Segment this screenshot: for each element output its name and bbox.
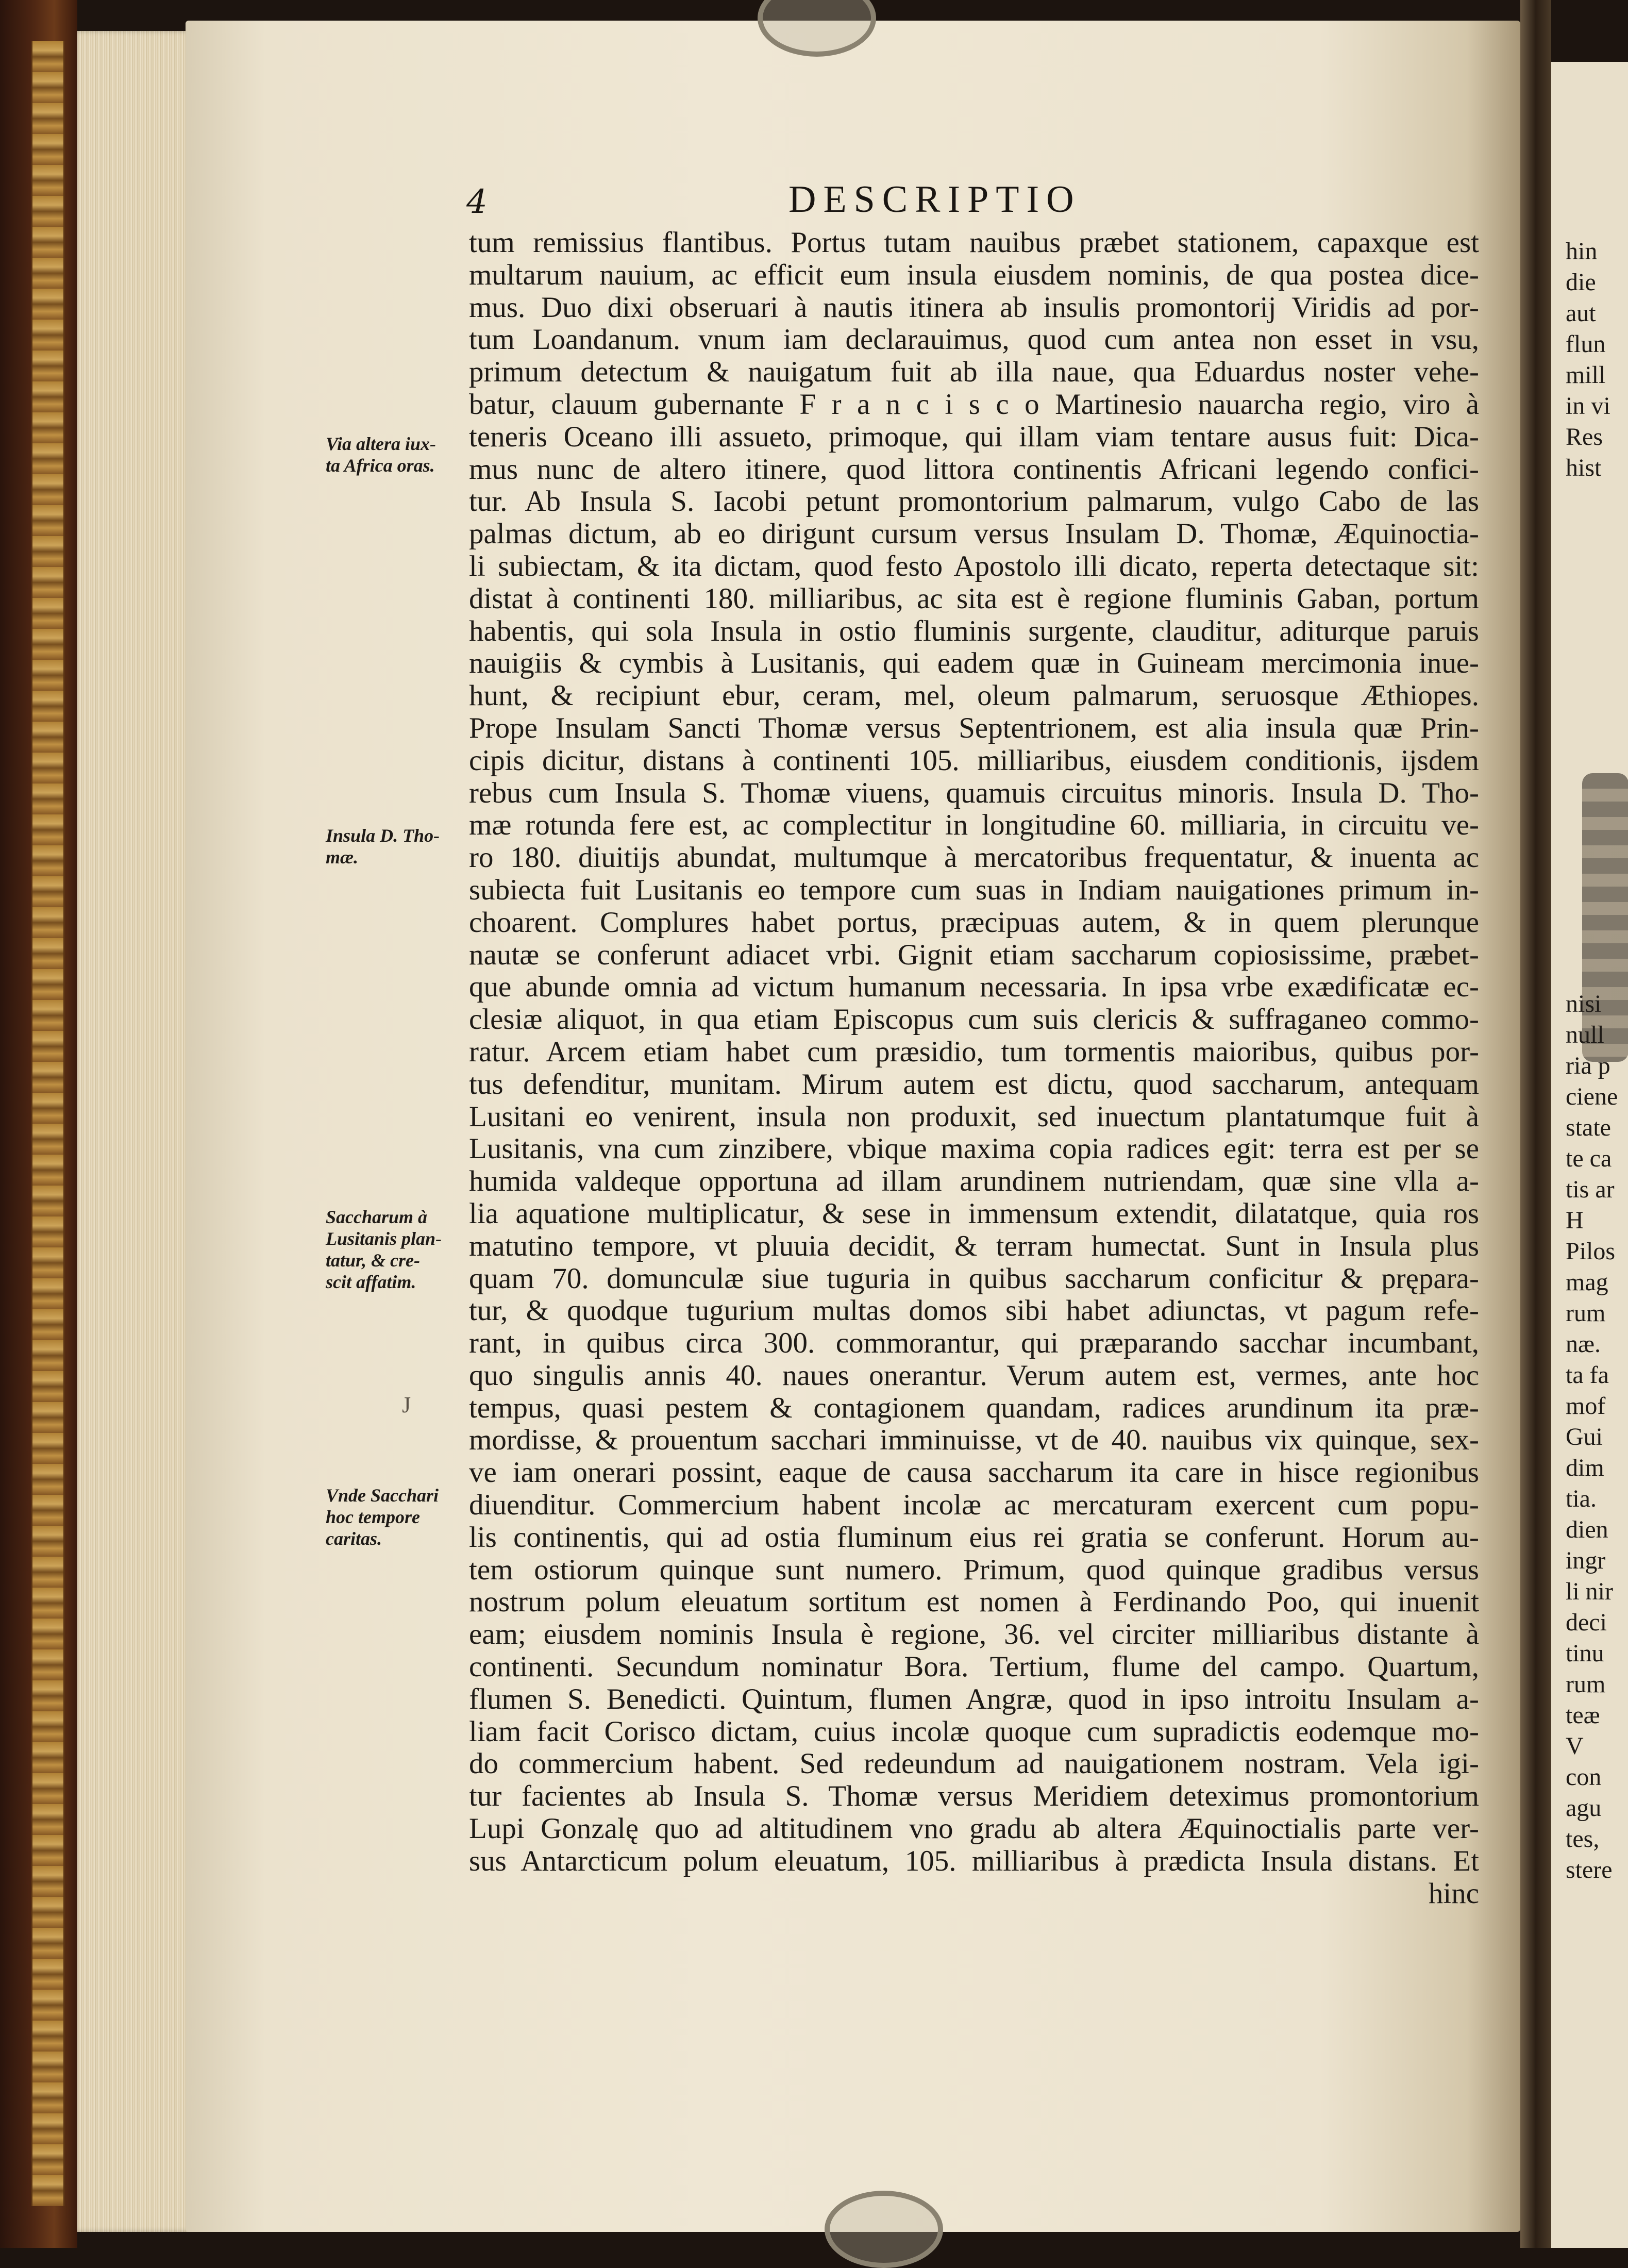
- facing-page-fragment: ria p: [1566, 1052, 1610, 1079]
- marginal-note: Via altera iux- ta Africa oras.: [326, 433, 437, 476]
- facing-page-fragment: V: [1566, 1732, 1584, 1760]
- body-line: flumen S. Benedicti. Quintum, flumen Angræ, quod in ipso introitu Insulam a-: [469, 1682, 1479, 1715]
- gilt-border-ornament: [31, 41, 65, 2206]
- page-number: 4: [466, 183, 488, 221]
- facing-page-fragment: nisi: [1566, 990, 1602, 1018]
- facing-page-fragment: deci: [1566, 1609, 1607, 1636]
- facing-page-fragment: ciene: [1566, 1083, 1618, 1110]
- facing-page-fragment: Res: [1566, 423, 1603, 451]
- facing-page-fragment: mill: [1566, 361, 1606, 389]
- body-line: tem ostiorum quinque sunt numero. Primum, quod quinque gradibus versus: [469, 1553, 1479, 1586]
- body-line: ratur. Arcem etiam habet cum præsidio, tum tormentis maioribus, quibus por-: [469, 1035, 1479, 1068]
- facing-page-fragment: dim: [1566, 1454, 1604, 1481]
- facing-page-fragment: aut: [1566, 299, 1596, 327]
- body-line: nautæ se conferunt adiacet vrbi. Gignit etiam saccharum copiosissime, præbet-: [469, 938, 1479, 971]
- body-line: batur, clauum gubernante F r a n c i s c o Martinesio nauarcha regio, viro à: [469, 388, 1479, 421]
- body-line: nauigiis & cymbis à Lusitanis, qui eadem quæ in Guineam mercimonia inue-: [469, 647, 1479, 680]
- body-line: diuenditur. Commercium habent incolæ ac mercaturam exercent cum popu-: [469, 1489, 1479, 1522]
- body-line: distat à continenti 180. milliaribus, ac sita est è regione fluminis Gaban, portum: [469, 582, 1479, 615]
- facing-page-fragment: null: [1566, 1021, 1604, 1048]
- body-line: rant, in quibus circa 300. commorantur, qui præparando sacchar incumbant,: [469, 1327, 1479, 1360]
- facing-page-fragment: in vi: [1566, 392, 1610, 420]
- catchword: hinc: [1428, 1877, 1479, 1910]
- body-line: li subiectam, & ita dictam, quod festo Apostolo illi dicato, reperta detectaque sit:: [469, 549, 1479, 582]
- body-line: sus Antarcticum polum eleuatum, 105. milliaribus à prædicta Insula distans. Et: [469, 1844, 1479, 1877]
- body-line: habentis, qui sola Insula in ostio fluminis surgente, clauditur, aditurque paruis: [469, 614, 1479, 647]
- facing-page-fragment: Pilos: [1566, 1238, 1616, 1265]
- stray-mark: J: [402, 1392, 411, 1418]
- body-line: subiecta fuit Lusitanis eo tempore cum suas in Indiam nauigationes primum in-: [469, 873, 1479, 906]
- body-line: nostrum polum eleuatum sortitum est nomen à Ferdinando Poo, qui inuenit: [469, 1586, 1479, 1619]
- body-line: tur. Ab Insula S. Iacobi petunt promontorium palmarum, vulgo Cabo de las: [469, 485, 1479, 518]
- body-line: que abunde omnia ad victum humanum necessaria. In ipsa vrbe exædificatæ ec-: [469, 971, 1479, 1004]
- facing-page-fragment: ta fa: [1566, 1361, 1609, 1389]
- body-line: cipis dicitur, distans à continenti 105. milliaribus, eiusdem conditionis, ijsdem: [469, 744, 1479, 777]
- body-line: mus nunc de altero itinere, quod littora continentis Africani legendo confici-: [469, 453, 1479, 486]
- body-line: matutino tempore, vt pluuia decidit, & terram humectat. Sunt in Insula plus: [469, 1229, 1479, 1262]
- facing-page-fragment: die: [1566, 269, 1596, 296]
- body-line: mus. Duo dixi obseruari à nautis itinera ab insulis promontorij Viridis ad por-: [469, 291, 1479, 324]
- facing-page-fragment: næ.: [1566, 1330, 1601, 1358]
- marginal-note: Saccharum à Lusitanis plan- tatur, & cre- scit affatim.: [326, 1207, 442, 1292]
- body-line: palmas dictum, ab eo dirigunt cursum versus Insulam D. Thomæ, Æquinoctia-: [469, 518, 1479, 551]
- woodcut-ornament: [1582, 773, 1628, 1062]
- body-line: humida valdeque opportuna ad illam arundinem nutriendam, quæ sine vlla a-: [469, 1165, 1479, 1198]
- marginal-note: Insula D. Tho- mæ.: [326, 825, 440, 868]
- body-line: tum remissius flantibus. Portus tutam nauibus præbet stationem, capaxque est: [469, 226, 1479, 259]
- facing-page-fragment: state: [1566, 1114, 1611, 1141]
- body-line: hunt, & recipiunt ebur, ceram, mel, oleum palmarum, seruosque Æthiopes.: [469, 679, 1479, 712]
- body-line: clesiæ aliquot, in qua etiam Episcopus cum suis clericis & suffraganeo commo-: [469, 1003, 1479, 1036]
- facing-page-fragment: tes,: [1566, 1825, 1600, 1853]
- facing-page-fragment: tia.: [1566, 1485, 1597, 1512]
- body-line: do commercium habent. Sed redeundum ad nauigationem nostram. Vela igi-: [469, 1747, 1479, 1780]
- facing-page-fragment: te ca: [1566, 1145, 1612, 1172]
- facing-page-fragment: stere: [1566, 1856, 1613, 1883]
- body-line: Lupi Gonzalę quo ad altitudinem vno gradu ab altera Æquinoctialis parte ver-: [469, 1812, 1479, 1845]
- body-line: Lusitanis, vna cum zinzibere, vbique maxima copia radices egit: terra est per se: [469, 1132, 1479, 1165]
- body-line: tempus, quasi pestem & contagionem quandam, radices arundinum ita præ-: [469, 1391, 1479, 1424]
- facing-page-fragment: con: [1566, 1763, 1602, 1791]
- body-line: ro 180. diuitijs abundat, multumque à mercatoribus frequentatur, & inuenta ac: [469, 841, 1479, 874]
- facing-page-fragment: li nir: [1566, 1578, 1613, 1605]
- facing-page-fragment: teæ: [1566, 1702, 1600, 1729]
- facing-page-fragment: rum: [1566, 1299, 1606, 1327]
- marginal-note: Vnde Sacchari hoc tempore caritas.: [326, 1485, 439, 1549]
- page-clip-bottom: [825, 2191, 943, 2268]
- running-head: DESCRIPTIO: [788, 178, 1081, 221]
- facing-page-fragment: tinu: [1566, 1640, 1604, 1667]
- body-line: primum detectum & nauigatum fuit ab illa naue, qua Eduardus noster vehe-: [469, 356, 1479, 389]
- body-line: liam facit Corisco dictam, cuius incolæ quoque cum supradictis eodemque mo-: [469, 1715, 1479, 1748]
- facing-page-fragment: Gui: [1566, 1423, 1603, 1450]
- body-line: rebus cum Insula S. Thomæ viuens, quamuis circuitus minoris. Insula D. Tho-: [469, 776, 1479, 809]
- facing-page-fragment: dien: [1566, 1516, 1608, 1543]
- facing-page-fragment: ingr: [1566, 1547, 1606, 1574]
- facing-page-fragment: mof: [1566, 1392, 1606, 1420]
- body-line: tur, & quodque tugurium multas domos sibi habet adiunctas, vt pagum refe-: [469, 1294, 1479, 1327]
- body-line: quam 70. domunculæ siue tuguria in quibus saccharum conficitur & prępara-: [469, 1262, 1479, 1295]
- facing-page-fragment: flun: [1566, 330, 1606, 358]
- body-line: multarum nauium, ac efficit eum insula eiusdem nominis, de qua postea dice-: [469, 258, 1479, 291]
- body-line: mordisse, & prouentum sacchari imminuisse, vt de 40. nauibus vix quinque, sex-: [469, 1424, 1479, 1457]
- body-line: tum Loandanum. vnum iam declarauimus, quod cum antea non esset in vsu,: [469, 323, 1479, 356]
- facing-page-fragment: agu: [1566, 1794, 1602, 1822]
- body-line: Prope Insulam Sancti Thomæ versus Septentrionem, est alia insula quæ Prin-: [469, 711, 1479, 744]
- body-line: tur facientes ab Insula S. Thomæ versus Meridiem deteximus promontorium: [469, 1780, 1479, 1813]
- body-line: Lusitani eo venirent, insula non produxit, sed inuectum plantatumque fuit à: [469, 1100, 1479, 1133]
- facing-page-fragment: mag: [1566, 1269, 1608, 1296]
- facing-page-fragment: tis ar: [1566, 1176, 1615, 1203]
- facing-page-fragment: H: [1566, 1207, 1584, 1234]
- body-line: ve iam onerari possint, eaque de causa saccharum ita care in hisce regionibus: [469, 1456, 1479, 1489]
- body-line: lia aquatione multiplicatur, & sese in immensum extendit, dilatatque, quia ros: [469, 1197, 1479, 1230]
- facing-page-fragment: hin: [1566, 238, 1598, 265]
- body-line: teneris Oceano illi assueto, primoque, qui illam viam tentare ausus fuit: Dica-: [469, 420, 1479, 453]
- body-line: tus defenditur, munitam. Mirum autem est dictu, quod saccharum, antequam: [469, 1068, 1479, 1100]
- body-line: continenti. Secundum nominatur Bora. Tertium, flume del campo. Quartum,: [469, 1650, 1479, 1683]
- body-line: choarent. Complures habet portus, præcipuas autem, & in quem plerunque: [469, 906, 1479, 939]
- book-gutter: [1520, 0, 1551, 2248]
- body-line: eam; eiusdem nominis Insula è regione, 36. vel circiter milliaribus distante à: [469, 1618, 1479, 1651]
- facing-page-fragment: rum: [1566, 1671, 1606, 1698]
- body-line: quo singulis annis 40. naues onerantur. Verum autem est, vermes, ante hoc: [469, 1359, 1479, 1392]
- body-line: lis continentis, qui ad ostia fluminum eius rei gratia se conferunt. Horum au-: [469, 1521, 1479, 1554]
- body-line: mæ rotunda fere est, ac complectitur in longitudine 60. milliaria, in circuitu ve-: [469, 809, 1479, 842]
- body-text: [469, 227, 1479, 1910]
- facing-page: [1551, 62, 1628, 2248]
- facing-page-fragment: hist: [1566, 454, 1602, 481]
